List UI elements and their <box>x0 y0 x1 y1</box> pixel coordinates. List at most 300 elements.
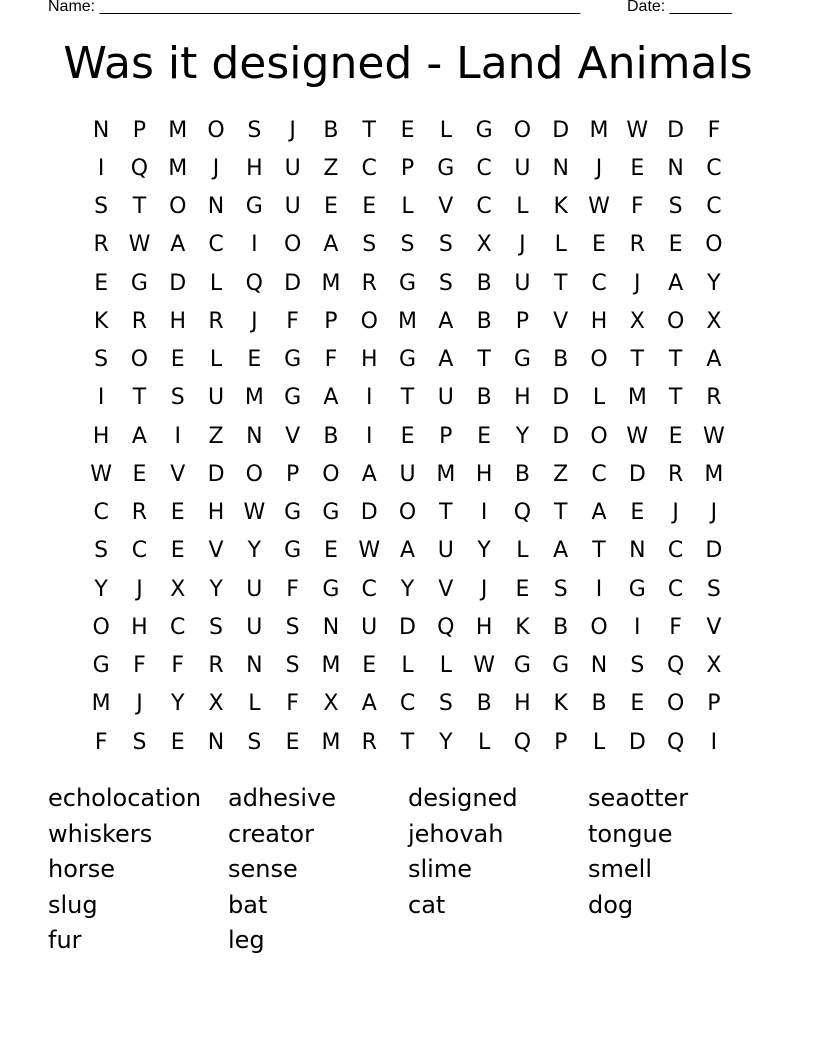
word-list-item: designed <box>408 784 518 812</box>
header-row <box>0 0 816 20</box>
grid-letter: B <box>553 614 569 640</box>
grid-letter: T <box>553 270 568 296</box>
grid-letter: S <box>247 729 262 755</box>
grid-letter: Y <box>209 576 223 602</box>
word-list-item: fur <box>48 926 82 954</box>
word-list-item: horse <box>48 855 116 883</box>
grid-letter: J <box>672 500 679 526</box>
grid-letter: G <box>475 117 493 143</box>
grid-letter: S <box>438 232 453 258</box>
grid-letter: H <box>475 614 493 640</box>
grid-letter: A <box>170 232 186 258</box>
grid-letter: O <box>169 194 187 220</box>
grid-letter: I <box>251 232 258 258</box>
grid-letter: N <box>92 117 110 143</box>
grid-letter: D <box>207 461 225 487</box>
grid-letter: L <box>554 232 567 258</box>
grid-letter: U <box>437 385 454 411</box>
grid-letter: R <box>208 308 224 334</box>
grid-letter: N <box>667 155 684 181</box>
grid-letter: T <box>132 385 147 411</box>
grid-letter: C <box>591 461 607 487</box>
grid-letter: C <box>93 500 109 526</box>
grid-letter: L <box>592 385 606 411</box>
grid-letter: J <box>136 691 143 717</box>
grid-letter: E <box>400 117 415 143</box>
grid-letter: R <box>131 308 148 334</box>
grid-letter: D <box>667 117 685 143</box>
grid-letter: B <box>476 385 492 411</box>
grid-letter: S <box>438 691 453 717</box>
grid-letter: D <box>284 270 302 296</box>
grid-letter: T <box>477 347 491 373</box>
word-list-item: seaotter <box>588 784 689 812</box>
grid-letter: I <box>174 423 181 449</box>
grid-letter: R <box>361 270 377 296</box>
grid-letter: U <box>514 155 531 181</box>
grid-letter: A <box>553 538 569 564</box>
grid-letter: K <box>553 691 568 717</box>
grid-letter: G <box>552 653 570 679</box>
grid-letter: Q <box>666 653 685 679</box>
grid-letter: T <box>439 500 453 526</box>
grid-letter: X <box>323 691 339 717</box>
grid-letter: W <box>703 423 725 449</box>
grid-letter: S <box>94 538 109 564</box>
grid-letter: F <box>707 117 721 143</box>
grid-letter: W <box>243 500 266 526</box>
grid-letter: J <box>634 270 641 296</box>
grid-letter: E <box>323 538 338 564</box>
word-list-item: jehovah <box>408 819 504 848</box>
grid-letter: P <box>400 155 415 181</box>
grid-letter: V <box>553 308 569 334</box>
grid-letter: C <box>399 691 416 717</box>
grid-letter: C <box>476 194 492 220</box>
grid-letter: F <box>669 614 682 640</box>
grid-letter: I <box>97 155 105 181</box>
page-title: Was it designed - Land Animals <box>63 38 753 89</box>
grid-letter: R <box>93 232 109 258</box>
grid-letter: E <box>630 500 645 526</box>
grid-letter: S <box>170 385 185 411</box>
letter-grid <box>82 111 734 761</box>
grid-letter: X <box>208 691 224 717</box>
grid-letter: B <box>514 461 530 487</box>
grid-letter: Q <box>130 155 149 181</box>
grid-letter: U <box>437 538 454 564</box>
grid-letter: D <box>552 117 570 143</box>
grid-letter: A <box>361 691 377 717</box>
grid-letter: K <box>515 614 530 640</box>
grid-letter: L <box>439 653 452 679</box>
grid-letter: C <box>706 194 722 220</box>
grid-letter: L <box>401 194 414 220</box>
grid-letter: J <box>136 576 143 602</box>
grid-letter: J <box>710 500 718 526</box>
grid-letter: M <box>91 691 111 717</box>
grid-letter: D <box>628 461 646 487</box>
word-list-item: smell <box>588 855 652 883</box>
grid-letter: E <box>362 194 377 220</box>
grid-letter: J <box>251 308 258 334</box>
grid-letter: T <box>668 347 683 373</box>
grid-letter: I <box>365 423 373 449</box>
grid-letter: S <box>362 232 377 258</box>
grid-letter: A <box>668 270 684 296</box>
grid-letter: H <box>360 347 378 373</box>
grid-letter: Z <box>208 423 224 449</box>
grid-letter: T <box>668 385 683 411</box>
grid-letter: P <box>554 729 568 755</box>
grid-letter: S <box>132 729 147 755</box>
grid-letter: S <box>209 614 224 640</box>
grid-letter: V <box>438 194 454 220</box>
date-field: Date: _______ <box>627 0 732 15</box>
word-list-item: leg <box>228 926 265 954</box>
grid-letter: S <box>438 270 453 296</box>
grid-letter: N <box>207 194 225 220</box>
grid-letter: S <box>668 194 683 220</box>
word-list-item: echolocation <box>48 784 202 812</box>
grid-letter: O <box>322 461 340 487</box>
grid-letter: A <box>323 385 339 411</box>
grid-letter: S <box>285 653 300 679</box>
grid-letter: M <box>627 385 647 411</box>
grid-letter: C <box>667 538 684 564</box>
grid-letter: H <box>246 155 263 181</box>
word-list-item: slug <box>48 890 98 919</box>
grid-letter: R <box>706 385 722 411</box>
grid-letter: O <box>590 423 608 449</box>
grid-letter: G <box>398 270 417 296</box>
grid-letter: O <box>245 461 263 487</box>
grid-letter: E <box>285 729 300 755</box>
grid-letter: T <box>400 729 415 755</box>
grid-letter: F <box>133 653 146 679</box>
grid-letter: O <box>207 117 225 143</box>
grid-letter: J <box>480 576 488 602</box>
grid-letter: F <box>286 576 299 602</box>
grid-letter: F <box>171 653 185 679</box>
grid-letter: G <box>513 653 531 679</box>
grid-letter: A <box>323 232 339 258</box>
grid-letter: W <box>626 423 649 449</box>
word-list <box>48 781 768 959</box>
grid-letter: R <box>131 500 148 526</box>
grid-letter: A <box>361 461 377 487</box>
grid-letter: U <box>207 385 225 411</box>
grid-letter: M <box>704 461 724 487</box>
grid-letter: S <box>400 232 415 258</box>
grid-letter: S <box>630 653 645 679</box>
grid-letter: L <box>209 347 223 373</box>
grid-letter: N <box>552 155 569 181</box>
word-list-item: bat <box>228 890 268 919</box>
grid-letter: B <box>591 691 607 717</box>
grid-letter: H <box>207 500 225 526</box>
grid-letter: C <box>208 232 224 258</box>
grid-letter: I <box>480 500 488 526</box>
grid-letter: C <box>131 538 148 564</box>
grid-letter: F <box>630 194 644 220</box>
grid-letter: O <box>705 232 723 258</box>
grid-letter: L <box>248 691 261 717</box>
grid-letter: S <box>553 576 568 602</box>
grid-letter: A <box>438 347 454 373</box>
grid-letter: E <box>247 347 262 373</box>
grid-letter: A <box>706 347 722 373</box>
grid-letter: U <box>514 270 531 296</box>
grid-letter: J <box>212 155 220 181</box>
grid-letter: S <box>247 117 262 143</box>
grid-letter: V <box>208 538 224 564</box>
grid-letter: G <box>322 500 340 526</box>
grid-letter: F <box>324 347 338 373</box>
grid-letter: H <box>169 308 187 334</box>
grid-letter: T <box>132 194 147 220</box>
grid-letter: M <box>436 461 456 487</box>
grid-letter: M <box>244 385 264 411</box>
grid-letter: C <box>361 576 377 602</box>
grid-letter: Q <box>513 500 532 526</box>
grid-letter: O <box>666 691 685 717</box>
grid-letter: O <box>130 347 149 373</box>
grid-letter: P <box>324 308 338 334</box>
grid-letter: G <box>628 576 646 602</box>
grid-letter: W <box>128 232 151 258</box>
word-list-item: slime <box>408 855 472 883</box>
grid-letter: O <box>398 500 417 526</box>
grid-letter: O <box>92 614 110 640</box>
grid-letter: N <box>590 653 608 679</box>
word-list-item: adhesive <box>228 784 337 812</box>
grid-letter: F <box>286 691 299 717</box>
grid-letter: B <box>553 347 569 373</box>
grid-letter: I <box>595 576 603 602</box>
grid-letter: G <box>284 538 302 564</box>
grid-letter: D <box>552 385 570 411</box>
grid-letter: B <box>323 423 339 449</box>
grid-letter: E <box>515 576 530 602</box>
grid-letter: D <box>628 729 646 755</box>
grid-letter: R <box>629 232 645 258</box>
grid-letter: E <box>170 500 185 526</box>
grid-letter: I <box>634 614 641 640</box>
grid-letter: L <box>209 270 223 296</box>
grid-letter: E <box>132 461 147 487</box>
grid-letter: L <box>439 117 452 143</box>
grid-letter: E <box>362 653 377 679</box>
grid-letter: X <box>629 308 645 334</box>
grid-letter: C <box>476 155 492 181</box>
grid-letter: X <box>170 576 186 602</box>
grid-letter: V <box>706 614 722 640</box>
grid-letter: L <box>477 729 491 755</box>
grid-letter: O <box>666 308 685 334</box>
grid-letter: E <box>477 423 492 449</box>
grid-letter: O <box>283 232 302 258</box>
grid-letter: C <box>667 576 684 602</box>
grid-letter: Y <box>515 423 530 449</box>
grid-letter: T <box>400 385 415 411</box>
grid-letter: Y <box>247 538 262 564</box>
grid-letter: H <box>514 691 531 717</box>
grid-letter: M <box>321 270 341 296</box>
grid-letter: R <box>667 461 684 487</box>
grid-letter: G <box>284 385 302 411</box>
grid-letter: H <box>514 385 531 411</box>
grid-letter: E <box>323 194 338 220</box>
grid-letter: G <box>322 576 340 602</box>
grid-letter: O <box>590 614 608 640</box>
grid-letter: K <box>553 194 568 220</box>
grid-letter: G <box>437 155 455 181</box>
grid-letter: G <box>130 270 148 296</box>
grid-letter: I <box>710 729 718 755</box>
grid-letter: X <box>706 653 722 679</box>
word-list-item: cat <box>408 890 446 919</box>
grid-letter: B <box>476 308 492 334</box>
grid-letter: E <box>592 232 606 258</box>
grid-letter: Y <box>439 729 453 755</box>
grid-letter: Z <box>553 461 569 487</box>
grid-letter: J <box>519 232 526 258</box>
grid-letter: K <box>93 308 109 334</box>
grid-letter: N <box>207 729 225 755</box>
grid-letter: Q <box>666 729 685 755</box>
grid-letter: T <box>553 500 568 526</box>
grid-letter: B <box>323 117 339 143</box>
grid-letter: M <box>168 155 188 181</box>
grid-letter: W <box>588 194 610 220</box>
grid-letter: J <box>289 117 296 143</box>
word-list-item: whiskers <box>48 819 153 848</box>
grid-letter: D <box>360 500 378 526</box>
grid-letter: R <box>361 729 377 755</box>
grid-letter: D <box>399 614 416 640</box>
grid-letter: E <box>668 232 683 258</box>
grid-letter: U <box>399 461 416 487</box>
grid-letter: E <box>400 423 415 449</box>
grid-letter: S <box>706 576 721 602</box>
grid-letter: M <box>168 117 188 143</box>
grid-letter: W <box>90 461 113 487</box>
grid-letter: L <box>401 653 414 679</box>
word-list-item: sense <box>228 855 298 883</box>
grid-letter: T <box>362 117 376 143</box>
grid-letter: G <box>245 194 263 220</box>
grid-letter: G <box>284 347 302 373</box>
grid-letter: Y <box>171 691 185 717</box>
grid-letter: N <box>246 423 263 449</box>
grid-letter: P <box>439 423 453 449</box>
grid-letter: U <box>284 194 301 220</box>
grid-letter: W <box>473 653 495 679</box>
grid-letter: E <box>170 347 185 373</box>
grid-letter: P <box>285 461 300 487</box>
grid-letter: F <box>94 729 108 755</box>
grid-letter: M <box>321 653 341 679</box>
grid-letter: H <box>92 423 110 449</box>
grid-letter: F <box>286 308 299 334</box>
grid-letter: J <box>595 155 603 181</box>
grid-letter: G <box>92 653 110 679</box>
grid-letter: V <box>170 461 186 487</box>
grid-letter: S <box>94 194 109 220</box>
grid-letter: V <box>285 423 301 449</box>
grid-letter: N <box>322 614 340 640</box>
grid-letter: I <box>97 385 105 411</box>
grid-letter: P <box>707 691 721 717</box>
grid-letter: Q <box>437 614 455 640</box>
name-field: Name: ______________________________________________________ <box>48 0 581 15</box>
grid-letter: P <box>132 117 147 143</box>
grid-letter: E <box>630 691 645 717</box>
grid-letter: E <box>668 423 683 449</box>
grid-letter: I <box>365 385 373 411</box>
grid-letter: Q <box>245 270 263 296</box>
grid-letter: Q <box>513 729 532 755</box>
grid-letter: G <box>398 347 417 373</box>
grid-letter: V <box>438 576 454 602</box>
grid-letter: A <box>438 308 454 334</box>
grid-letter: Y <box>707 270 721 296</box>
grid-letter: G <box>284 500 302 526</box>
word-list-item: dog <box>588 890 634 919</box>
grid-letter: W <box>626 117 649 143</box>
grid-letter: M <box>321 729 341 755</box>
grid-letter: G <box>513 347 531 373</box>
grid-letter: M <box>589 117 609 143</box>
grid-letter: B <box>476 270 492 296</box>
grid-letter: A <box>591 500 607 526</box>
grid-letter: T <box>592 538 606 564</box>
grid-letter: C <box>361 155 377 181</box>
grid-letter: L <box>516 194 529 220</box>
grid-letter: L <box>516 538 529 564</box>
grid-letter: C <box>706 155 722 181</box>
grid-letter: X <box>476 232 492 258</box>
grid-letter: U <box>284 155 301 181</box>
grid-letter: B <box>476 691 492 717</box>
grid-letter: C <box>591 270 607 296</box>
grid-letter: X <box>706 308 722 334</box>
grid-letter: C <box>170 614 186 640</box>
grid-letter: D <box>169 270 187 296</box>
grid-letter: D <box>705 538 723 564</box>
grid-letter: U <box>361 614 378 640</box>
grid-letter: Y <box>94 576 108 602</box>
grid-letter: M <box>398 308 418 334</box>
grid-letter: S <box>94 347 109 373</box>
grid-letter: Y <box>400 576 415 602</box>
grid-letter: E <box>94 270 109 296</box>
grid-letter: U <box>246 614 263 640</box>
grid-letter: U <box>246 576 263 602</box>
grid-letter: A <box>399 538 416 564</box>
grid-letter: R <box>208 653 224 679</box>
grid-letter: E <box>630 155 645 181</box>
grid-letter: A <box>131 423 147 449</box>
grid-letter: T <box>630 347 645 373</box>
word-list-item: creator <box>228 819 314 848</box>
grid-letter: O <box>590 347 608 373</box>
grid-letter: O <box>360 308 378 334</box>
grid-letter: L <box>592 729 606 755</box>
grid-letter: O <box>513 117 532 143</box>
grid-letter: E <box>170 729 185 755</box>
